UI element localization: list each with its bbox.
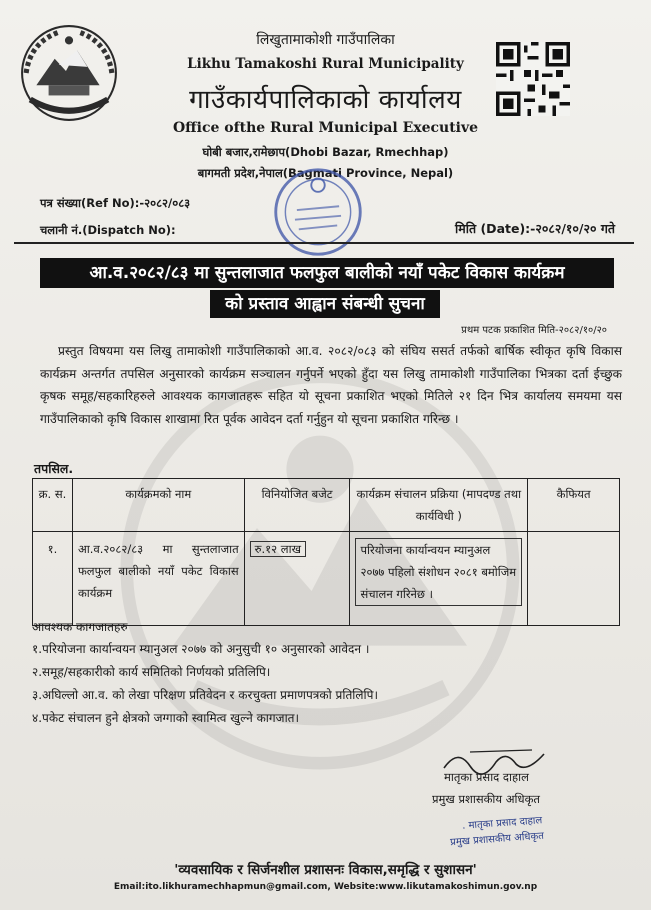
address-line-1: घोबी बजार,रामेछाप(Dhobi Bazar, Rmechhap) [202, 145, 449, 159]
header-process: कार्यक्रम संचालन प्रक्रिया (मापदण्ड तथा कार्यविधी ) [350, 479, 528, 532]
table-header-row [33, 479, 620, 532]
requirement-item: ३.अघिल्लो आ.व. को लेखा परिक्षण प्रतिवेदन र करचुक्ता प्रमाणपत्रको प्रतिलिपि। [32, 688, 379, 702]
notice-title-line-1: आ.व.२०८२/८३ मा सुन्तलाजात फलफुल बालीको नयाँ पकेट विकास कार्यक्रम [40, 258, 614, 288]
program-name-text: आ.व.२०८२/८३ मा सुन्तलाजात फलफुल बालीको नयाँ पकेट विकास कार्यक्रम [77, 542, 239, 600]
notice-body: प्रस्तुत विषयमा यस लिखु तामाकोशी गाउँपालिकाको आ.व. २०८२/०८३ को संघिय ससर्त तर्फको बार्षिक स्वीकृत कृषि विकास कार्यक्रम अन्तर्गत तपसिल अनुसारको कार्यक्रम सञ्चालन गर्नुपर्ने भएको हुँदा यस लिखु तामाकोशी गाउँपालिका भित्रका दर्ता ईच्छुक कृषक समूह/सहकारिहरुले आवश्यक कागजातहरू सहित यो सूचना प्रकाशित भएको मितिले २१ दिन भित्र कार्यालय समयमा यस गाउँपालिकाको कृषि विकास शाखामा रित पूर्वक आवेदन दर्ता गर्नुहुन यो सूचना प्रकाशित गरिन्छ । [40, 344, 622, 426]
header-serial: क्र. स. [33, 479, 73, 532]
cell-program-name [72, 532, 244, 626]
footer-motto: 'व्यवसायिक र सिर्जनशील प्रशासनः विकास,समृद्धि र सुशासन' [174, 862, 477, 878]
requirements-title: आवश्यक कागजातहरु [32, 620, 128, 634]
name-stamp-name: . मातृका प्रसाद दाहाल [461, 815, 543, 832]
cell-remarks [528, 532, 620, 626]
published-date: प्रथम पटक प्रकाशित मिति-२०८२/१०/२० [461, 325, 607, 336]
address-line-2: बागमती प्रदेश,नेपाल(Bagmati Province, Nepal) [197, 166, 454, 180]
cell-serial: १. [33, 532, 73, 626]
header-remarks: कैफियत [528, 479, 620, 532]
name-stamp-post: प्रमुख प्रशासकीय अधिकृत [449, 830, 545, 849]
requirement-item: २.समूह/सहकारीको कार्य समितिको निर्णयको प्रतिलिपि। [32, 665, 271, 679]
office-name-en: Office ofthe Rural Municipal Executive [172, 120, 479, 136]
ref-number: पत्र संख्या(Ref No):-२०८२/०८३ [40, 196, 191, 210]
schedule-label: तपसिल. [34, 461, 74, 476]
cell-budget [244, 532, 350, 626]
budget-text: रु.१२ लाख [250, 541, 306, 557]
office-name-np: गाउँकार्यपालिकाको कार्यालय [189, 85, 462, 115]
header-budget: विनियोजित बजेट [244, 479, 350, 532]
signatory-post: प्रमुख प्रशासकीय अधिकृत [432, 792, 540, 806]
process-text: परियोजना कार्यान्वयन म्यानुअल २०७७ पहिलो संशोधन २०८१ बमोजिम संचालन गरिनेछ । [355, 538, 522, 606]
notice-date: मिति (Date):-२०८२/१०/२० गते [455, 221, 615, 236]
signatory-name: मातृका प्रसाद दाहाल [444, 770, 529, 784]
table-row [33, 532, 620, 626]
requirement-item: १.परियोजना कार्यान्वयन म्यानुअल २०७७ को अनुसुची १० अनुसारको आवेदन । [32, 642, 370, 656]
footer-contact: Email:ito.likhuramechhapmun@gmail.com, Website:www.likutamakoshimun.gov.np [113, 882, 538, 892]
notice-title-line-2: को प्रस्ताव आह्वान संबन्धी सुचना [210, 290, 440, 318]
office-stamp-icon [270, 164, 366, 260]
cell-process [350, 532, 528, 626]
program-table [32, 478, 620, 626]
municipality-name-en: Likhu Tamakoshi Rural Municipality [187, 56, 464, 72]
dispatch-number: चलानी नं.(Dispatch No): [40, 223, 176, 237]
municipality-name-np: लिखुतामाकोशी गाउँपालिका [256, 32, 395, 48]
requirement-item: ४.पकेट संचालन हुने क्षेत्रको जग्गाको स्वामित्व खुल्ने कागजात। [32, 711, 300, 725]
header-program-name: कार्यक्रमको नाम [72, 479, 244, 532]
header-divider [14, 242, 634, 244]
